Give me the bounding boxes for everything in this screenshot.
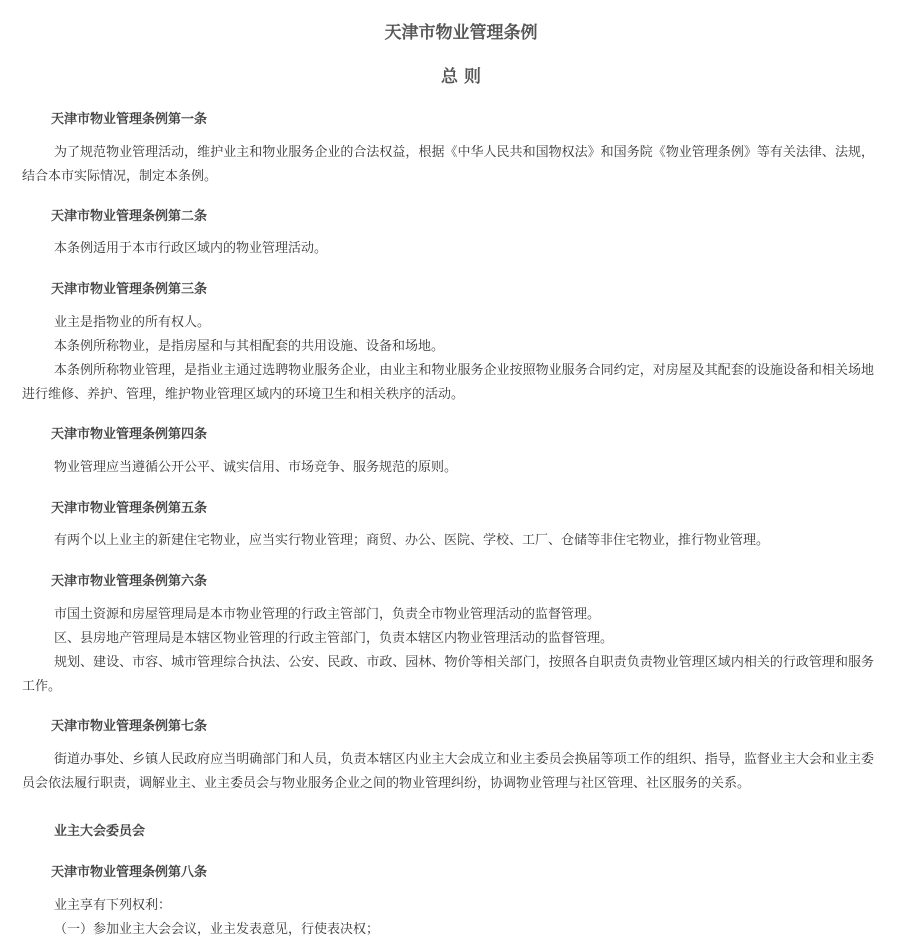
article-heading: 天津市物业管理条例第三条 <box>51 282 208 297</box>
document-title: 天津市物业管理条例 <box>384 23 538 43</box>
article-paragraph: 本条例适用于本市行政区域内的物业管理活动。 <box>54 241 328 256</box>
article-paragraph: 为了规范物业管理活动，维护业主和物业服务企业的合法权益，根据《中华人民共和国物权法》和国务院《物业管理条例》等有关法律、法规，结合本市实际情况，制定本条例。 <box>22 145 874 184</box>
article-paragraph: 区、县房地产管理局是本辖区物业管理的行政主管部门，负责本辖区内物业管理活动的监督管理。 <box>54 631 614 646</box>
article-paragraph: 本条例所称物业管理，是指业主通过选聘物业服务企业，由业主和物业服务企业按照物业服务合同约定，对房屋及其配套的设施设备和相关场地进行维修、养护、管理，维护物业管理区域内的环境卫生和相关秩序的活动。 <box>22 363 874 402</box>
article-heading: 天津市物业管理条例第七条 <box>51 719 208 734</box>
section-title: 总 则 <box>441 67 481 87</box>
article-heading: 天津市物业管理条例第五条 <box>51 501 208 516</box>
article-paragraph: （一）参加业主大会会议，业主发表意见，行使表决权； <box>54 922 380 937</box>
article-heading: 天津市物业管理条例第六条 <box>51 574 208 589</box>
article-paragraph: 物业管理应当遵循公开公平、诚实信用、市场竞争、服务规范的原则。 <box>54 460 458 475</box>
article-paragraph: 市国土资源和房屋管理局是本市物业管理的行政主管部门，负责全市物业管理活动的监督管理。 <box>54 607 601 622</box>
article-heading: 天津市物业管理条例第二条 <box>51 209 208 224</box>
article-paragraph: 有两个以上业主的新建住宅物业，应当实行物业管理；商贸、办公、医院、学校、工厂、仓储等非住宅物业，推行物业管理。 <box>54 533 770 548</box>
article-paragraph: 业主享有下列权利： <box>54 898 172 913</box>
chapter-heading: 业主大会委员会 <box>54 824 146 839</box>
article-heading: 天津市物业管理条例第八条 <box>51 865 208 880</box>
article-paragraph: 规划、建设、市容、城市管理综合执法、公安、民政、市政、园林、物价等相关部门，按照各自职责负责物业管理区域内相关的行政管理和服务工作。 <box>22 655 874 694</box>
article-heading: 天津市物业管理条例第四条 <box>51 427 208 442</box>
article-paragraph: 街道办事处、乡镇人民政府应当明确部门和人员，负责本辖区内业主大会成立和业主委员会换届等项工作的组织、指导，监督业主大会和业主委员会依法履行职责，调解业主、业主委员会与物业服务企业之间的物业管理纠纷，协调物业管理与社区管理、社区服务的关系。 <box>22 752 874 791</box>
article-paragraph: 业主是指物业的所有权人。 <box>54 315 211 330</box>
article-paragraph: 本条例所称物业，是指房屋和与其相配套的共用设施、设备和场地。 <box>54 339 445 354</box>
article-heading: 天津市物业管理条例第一条 <box>51 112 208 127</box>
